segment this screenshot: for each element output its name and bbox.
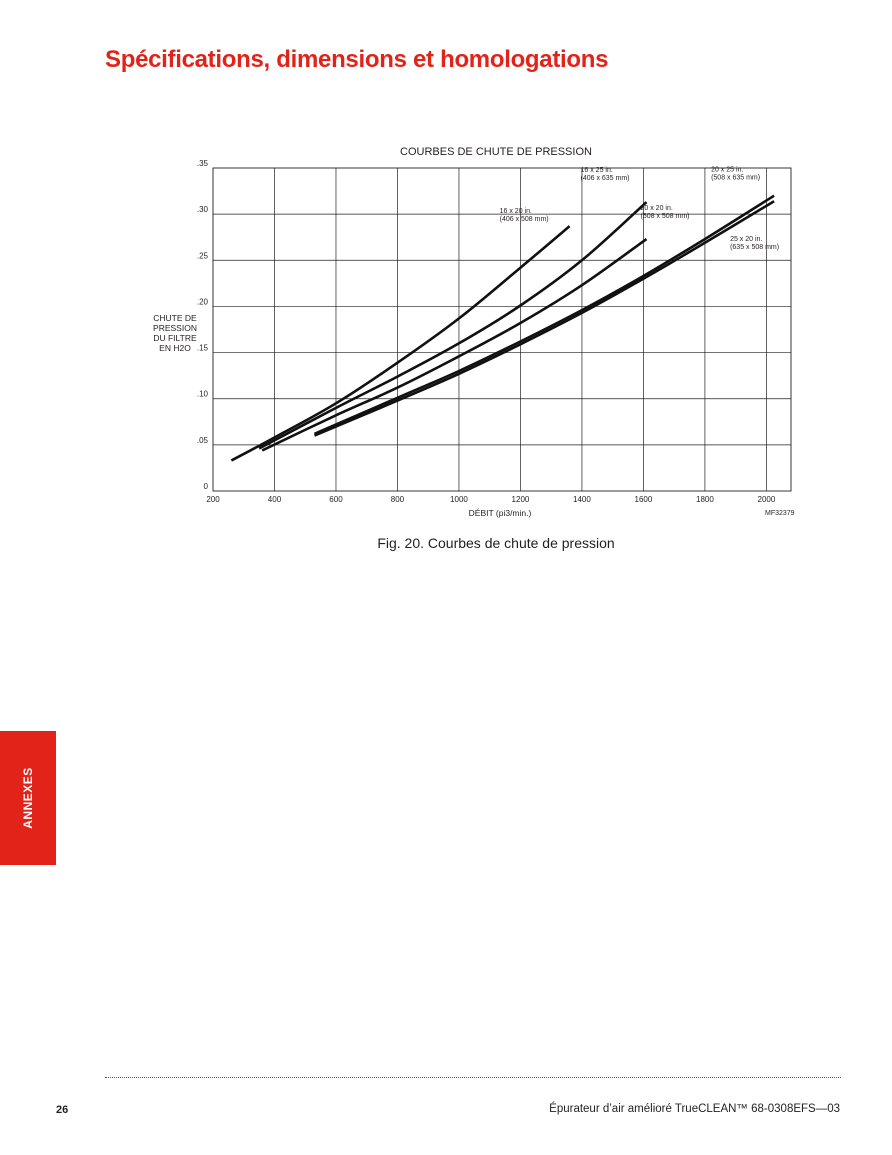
series-label-mm-4: (508 x 635 mm)	[711, 174, 761, 182]
figure-caption: Fig. 20. Courbes de chute de pression	[377, 535, 615, 551]
y-tick-label: .30	[196, 205, 208, 215]
series-label-mm-3: (508 x 508 mm)	[640, 213, 690, 221]
x-tick-label: 1800	[696, 495, 714, 504]
x-tick-label: 1200	[511, 495, 530, 504]
y-tick-label: .25	[196, 251, 208, 261]
figure-id: MF32379	[765, 510, 795, 517]
y-tick-label: .05	[196, 435, 208, 445]
x-tick-label: 400	[267, 495, 282, 504]
series-label-5: 25 x 20 in.	[730, 236, 763, 244]
chart-title: COURBES DE CHUTE DE PRESSION	[400, 146, 592, 158]
series-label-mm-1: (406 x 508 mm)	[499, 216, 549, 224]
series-line-2	[259, 202, 646, 448]
side-tab-annexes[interactable]	[0, 731, 56, 865]
series-label-3: 20 x 20 in.	[640, 205, 673, 213]
x-tick-label: 1400	[573, 495, 591, 504]
x-tick-label: 800	[390, 495, 405, 504]
y-tick-label: .10	[196, 389, 208, 399]
footer-document-title: Épurateur d’air amélioré TrueCLEAN™ 68-0308EFS—03	[549, 1103, 840, 1115]
series-label-1: 16 x 20 in.	[499, 208, 532, 216]
series-label-2: 16 x 25 in.	[580, 167, 613, 175]
x-axis-label: DÉBIT (pi3/min.)	[468, 508, 532, 518]
y-tick-label: .20	[196, 297, 208, 307]
y-tick-label: 0	[203, 482, 208, 491]
y-tick-label: .35	[196, 159, 208, 168]
series-label-4: 20 x 25 in.	[711, 166, 744, 174]
side-tab-label: ANNEXES	[21, 767, 35, 829]
chart-series	[231, 196, 774, 461]
x-tick-label: 2000	[757, 495, 776, 504]
y-axis-label: CHUTE DE PRESSION DU FILTRE EN H2O	[153, 313, 197, 353]
footer-divider	[105, 1077, 841, 1078]
series-label-mm-2: (406 x 635 mm)	[580, 175, 630, 183]
y-tick-label: .15	[196, 343, 208, 353]
page-title: Spécifications, dimensions et homologations	[105, 46, 609, 73]
series-label-mm-5: (635 x 508 mm)	[730, 244, 780, 252]
x-tick-label: 1600	[634, 495, 653, 504]
x-tick-label: 200	[206, 495, 220, 504]
chart-tick-labels	[197, 159, 776, 504]
x-tick-label: 1000	[450, 495, 468, 504]
page-number: 26	[56, 1104, 69, 1116]
x-tick-label: 600	[329, 495, 343, 504]
